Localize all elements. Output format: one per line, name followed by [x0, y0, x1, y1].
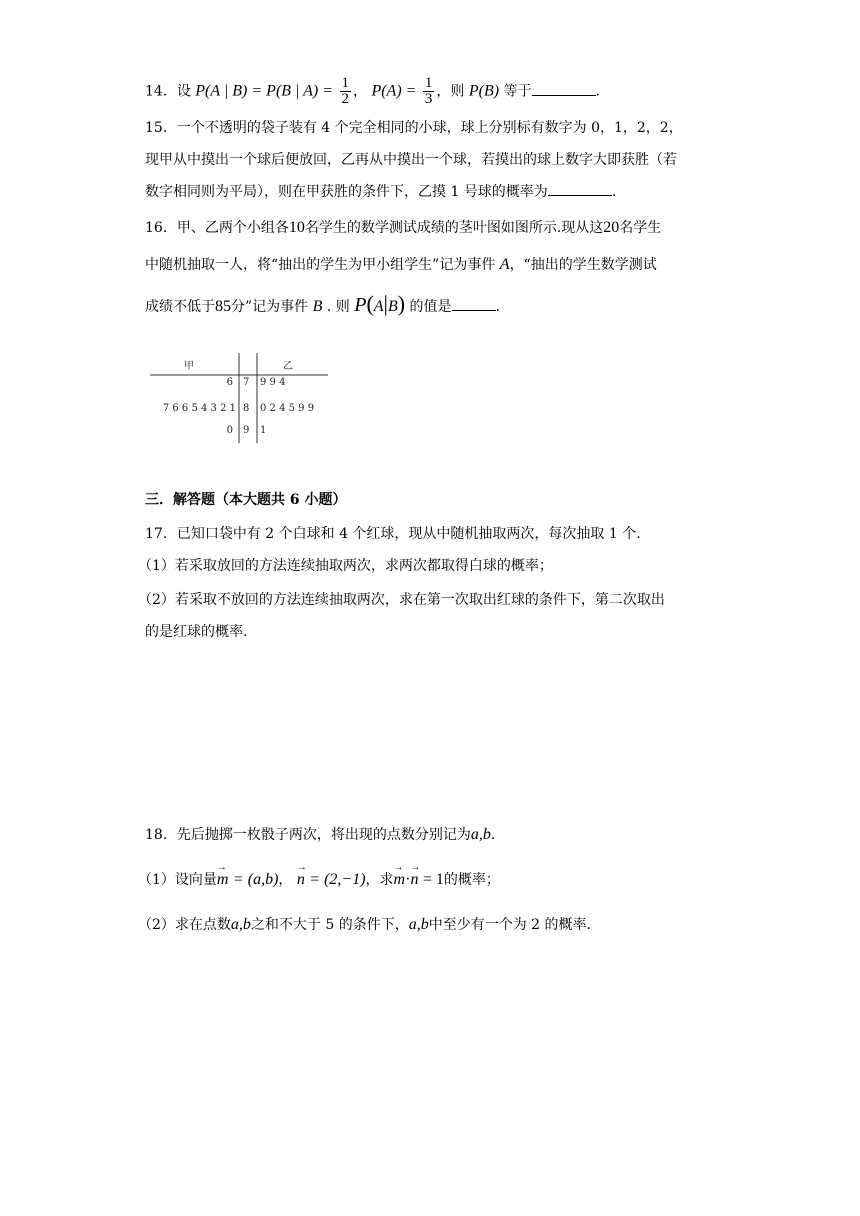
answer-blank — [452, 298, 496, 311]
q16-line2: 中随机抽取一人，将“抽出的学生为甲小组学生”记为事件 A，“抽出的学生数学测试 — [145, 256, 657, 273]
q15-line2: 现甲从中摸出一个球后便放回，乙再从中摸出一个球，若摸出的球上数字大即获胜（若 — [145, 152, 677, 168]
q14-expr3: P(B) — [468, 82, 500, 100]
vector-m: → m — [217, 870, 229, 890]
row2-stem: 8 — [243, 403, 253, 414]
q18-part2: （2）求在点数a,b之和不大于 5 的条件下，a,b中至少有一个为 2 的概率. — [138, 916, 591, 933]
q18-line1: 18．先后抛掷一枚骰子两次，将出现的点数分别记为a,b. — [145, 826, 496, 843]
q17-line2: （1）若采取放回的方法连续抽取两次，求两次都取得白球的概率； — [138, 558, 553, 574]
q14-number: 14．设 — [145, 83, 191, 100]
vector-n: → n — [297, 870, 305, 890]
answer-blank — [532, 83, 596, 96]
row1-stem: 7 — [243, 377, 253, 388]
q17-line3: （2）若采取不放回的方法连续抽取两次，求在第一次取出红球的条件下，第二次取出 — [138, 592, 665, 608]
section-3-title: 三．解答题（本大题共 6 小题） — [145, 492, 347, 508]
q15-line3: 数字相同则为平局），则在甲获胜的条件下，乙摸 1 号球的概率为 . — [145, 184, 617, 200]
stem-leaf-plot — [150, 353, 335, 445]
row1-right: 9 9 4 — [260, 377, 286, 388]
row1-left: 6 — [226, 377, 236, 388]
row2-left: 7 6 6 5 4 3 2 1 — [162, 403, 236, 414]
q17-line1: 17．已知口袋中有 2 个白球和 4 个红球，现从中随机抽取两次，每次抽取 1 个. — [145, 526, 641, 542]
row2-right: 0 2 4 5 9 9 — [260, 403, 315, 414]
row3-right: 1 — [260, 425, 270, 436]
header-jia: 甲 — [184, 361, 197, 372]
question-14: 14．设 P(A | B) = P(B | A) = $\frac{1}{2}$ ， P(A) = $\frac{1}{3}$ ，则 P(B) 等于 . — [145, 75, 600, 107]
q15-line1: 15．一个不透明的袋子装有 4 个完全相同的小球，球上分别标有数字为 0，1，2，2， — [145, 120, 683, 136]
q14-expr2: P(A) = — [371, 82, 417, 100]
q17-line4: 的是红球的概率. — [145, 624, 248, 640]
q14-fraction-third: $\frac{1}{3}$ — [424, 75, 433, 107]
q16-line3: 成绩不低于85分”记为事件 B . 则 P(A|B) 的值是 . — [145, 291, 500, 316]
row3-stem: 9 — [243, 425, 253, 436]
header-yi: 乙 — [283, 361, 296, 372]
q18-part1: （1）设向量→ m = (a,b)， → n = (2,−1)，求→ m·→ n = 1的概率； — [138, 870, 500, 890]
q16-line1: 16．甲、乙两个小组各10名学生的数学测试成绩的茎叶图如图所示.现从这20名学生 — [145, 219, 662, 236]
q14-expr1: P(A | B) = P(B | A) = — [195, 82, 334, 100]
q14-fraction-half: $\frac{1}{2}$ — [341, 75, 349, 107]
answer-blank — [548, 183, 612, 196]
row3-left: 0 — [226, 425, 236, 436]
